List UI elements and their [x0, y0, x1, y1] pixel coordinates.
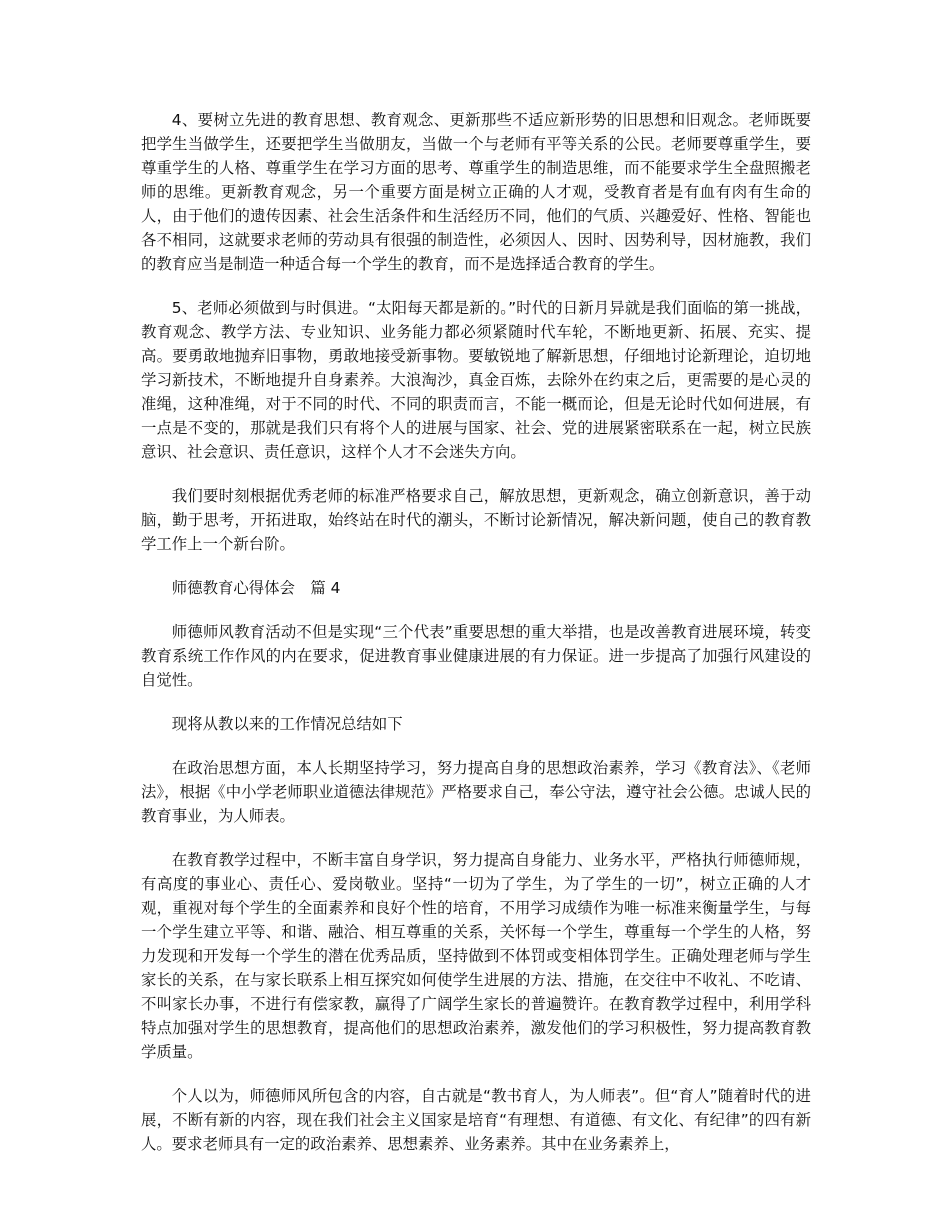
paragraph-intro: 师德师风教育活动不但是实现“三个代表”重要思想的重大举措，也是改善教育进展环境，转变教育系统工作作风的内在要求，促进教育事业健康进展的有力保证。进一步提高了加强行风建设的自觉性。	[141, 623, 811, 689]
section-heading: 师德教育心得体会 篇 4	[171, 579, 341, 597]
paragraph-politics: 在政治思想方面，本人长期坚持学习，努力提高自身的思想政治素养，学习《教育法》、《老师法》，根据《中小学老师职业道德法律规范》严格要求自己，奉公守法，遵守社会公德。忠诚人民的教育事业，为人师表。	[141, 759, 811, 825]
paragraph-opinion: 个人以为，师德师风所包含的内容，自古就是“教书育人，为人师表”。但“育人”随着时代的进展，不断有新的内容，现在我们社会主义国家是培育“有理想、有道德、有文化、有纪律”的四有新人。要求老师具有一定的政治素养、思想素养、业务素养。其中在业务素养上，	[141, 1087, 811, 1153]
paragraph-teaching: 在教育教学过程中，不断丰富自身学识，努力提高自身能力、业务水平，严格执行师德师规，有高度的事业心、责任心、爱岗敬业。坚持“一切为了学生，为了学生的一切”，树立正确的人才观，重视对每个学生的全面素养和良好个性的培育，不用学习成绩作为唯一标准来衡量学生，与每一个学生建立平等、和谐、融洽、相互尊重的关系，关怀每一个学生，尊重每一个学生的人格，努力发现和开发每一个学生的潜在优秀品质，坚持做到不体罚或变相体罚学生。正确处理老师与学生家长的关系，在与家长联系上相互探究如何使学生进展的方法、措施，在交往中不收礼、不吃请、不叫家长办事，不进行有偿家教，赢得了广阔学生家长的普遍赞许。在教育教学过程中，利用学科特点加强对学生的思想教育，提高他们的思想政治素养，激发他们的学习积极性，努力提高教育教学质量。	[141, 851, 811, 1061]
document-body	[141, 108, 811, 1176]
paragraph-item-4: 4、要树立先进的教育思想、教育观念、更新那些不适应新形势的旧思想和旧观念。老师既要把学生当做学生，还要把学生当做朋友，当做一个与老师有平等关系的公民。老师要尊重学生，要尊重学生的人格、尊重学生在学习方面的思考、尊重学生的制造思维，而不能要求学生全盘照搬老师的思维。更新教育观念，另一个重要方面是树立正确的人才观，受教育者是有血有肉有生命的人，由于他们的遗传因素、社会生活条件和生活经历不同，他们的气质、兴趣爱好、性格、智能也各不相同，这就要求老师的劳动具有很强的制造性，必须因人、因时、因势利导，因材施教，我们的教育应当是制造一种适合每一个学生的教育，而不是选择适合教育的学生。	[141, 111, 811, 273]
summary-heading: 现将从教以来的工作情况总结如下	[171, 715, 403, 733]
paragraph-conclusion: 我们要时刻根据优秀老师的标准严格要求自己，解放思想，更新观念，确立创新意识，善于动脑，勤于思考，开拓进取，始终站在时代的潮头，不断讨论新情况，解决新问题，使自己的教育教学工作上一个新台阶。	[141, 487, 811, 553]
paragraph-item-5: 5、老师必须做到与时俱进。“太阳每天都是新的。”时代的日新月异就是我们面临的第一挑战，教育观念、教学方法、专业知识、业务能力都必须紧随时代车轮，不断地更新、拓展、充实、提高。要勇敢地抛弃旧事物，勇敢地接受新事物。要敏锐地了解新思想，仔细地讨论新理论，迫切地学习新技术，不断地提升自身素养。大浪淘沙，真金百炼，去除外在约束之后，更需要的是心灵的准绳，这种准绳，对于不同的时代、不同的职责而言，不能一概而论，但是无论时代如何进展，有一点是不变的，那就是我们只有将个人的进展与国家、社会、党的进展紧密联系在一起，树立民族意识、社会意识、责任意识，这样个人才不会迷失方向。	[141, 299, 811, 461]
